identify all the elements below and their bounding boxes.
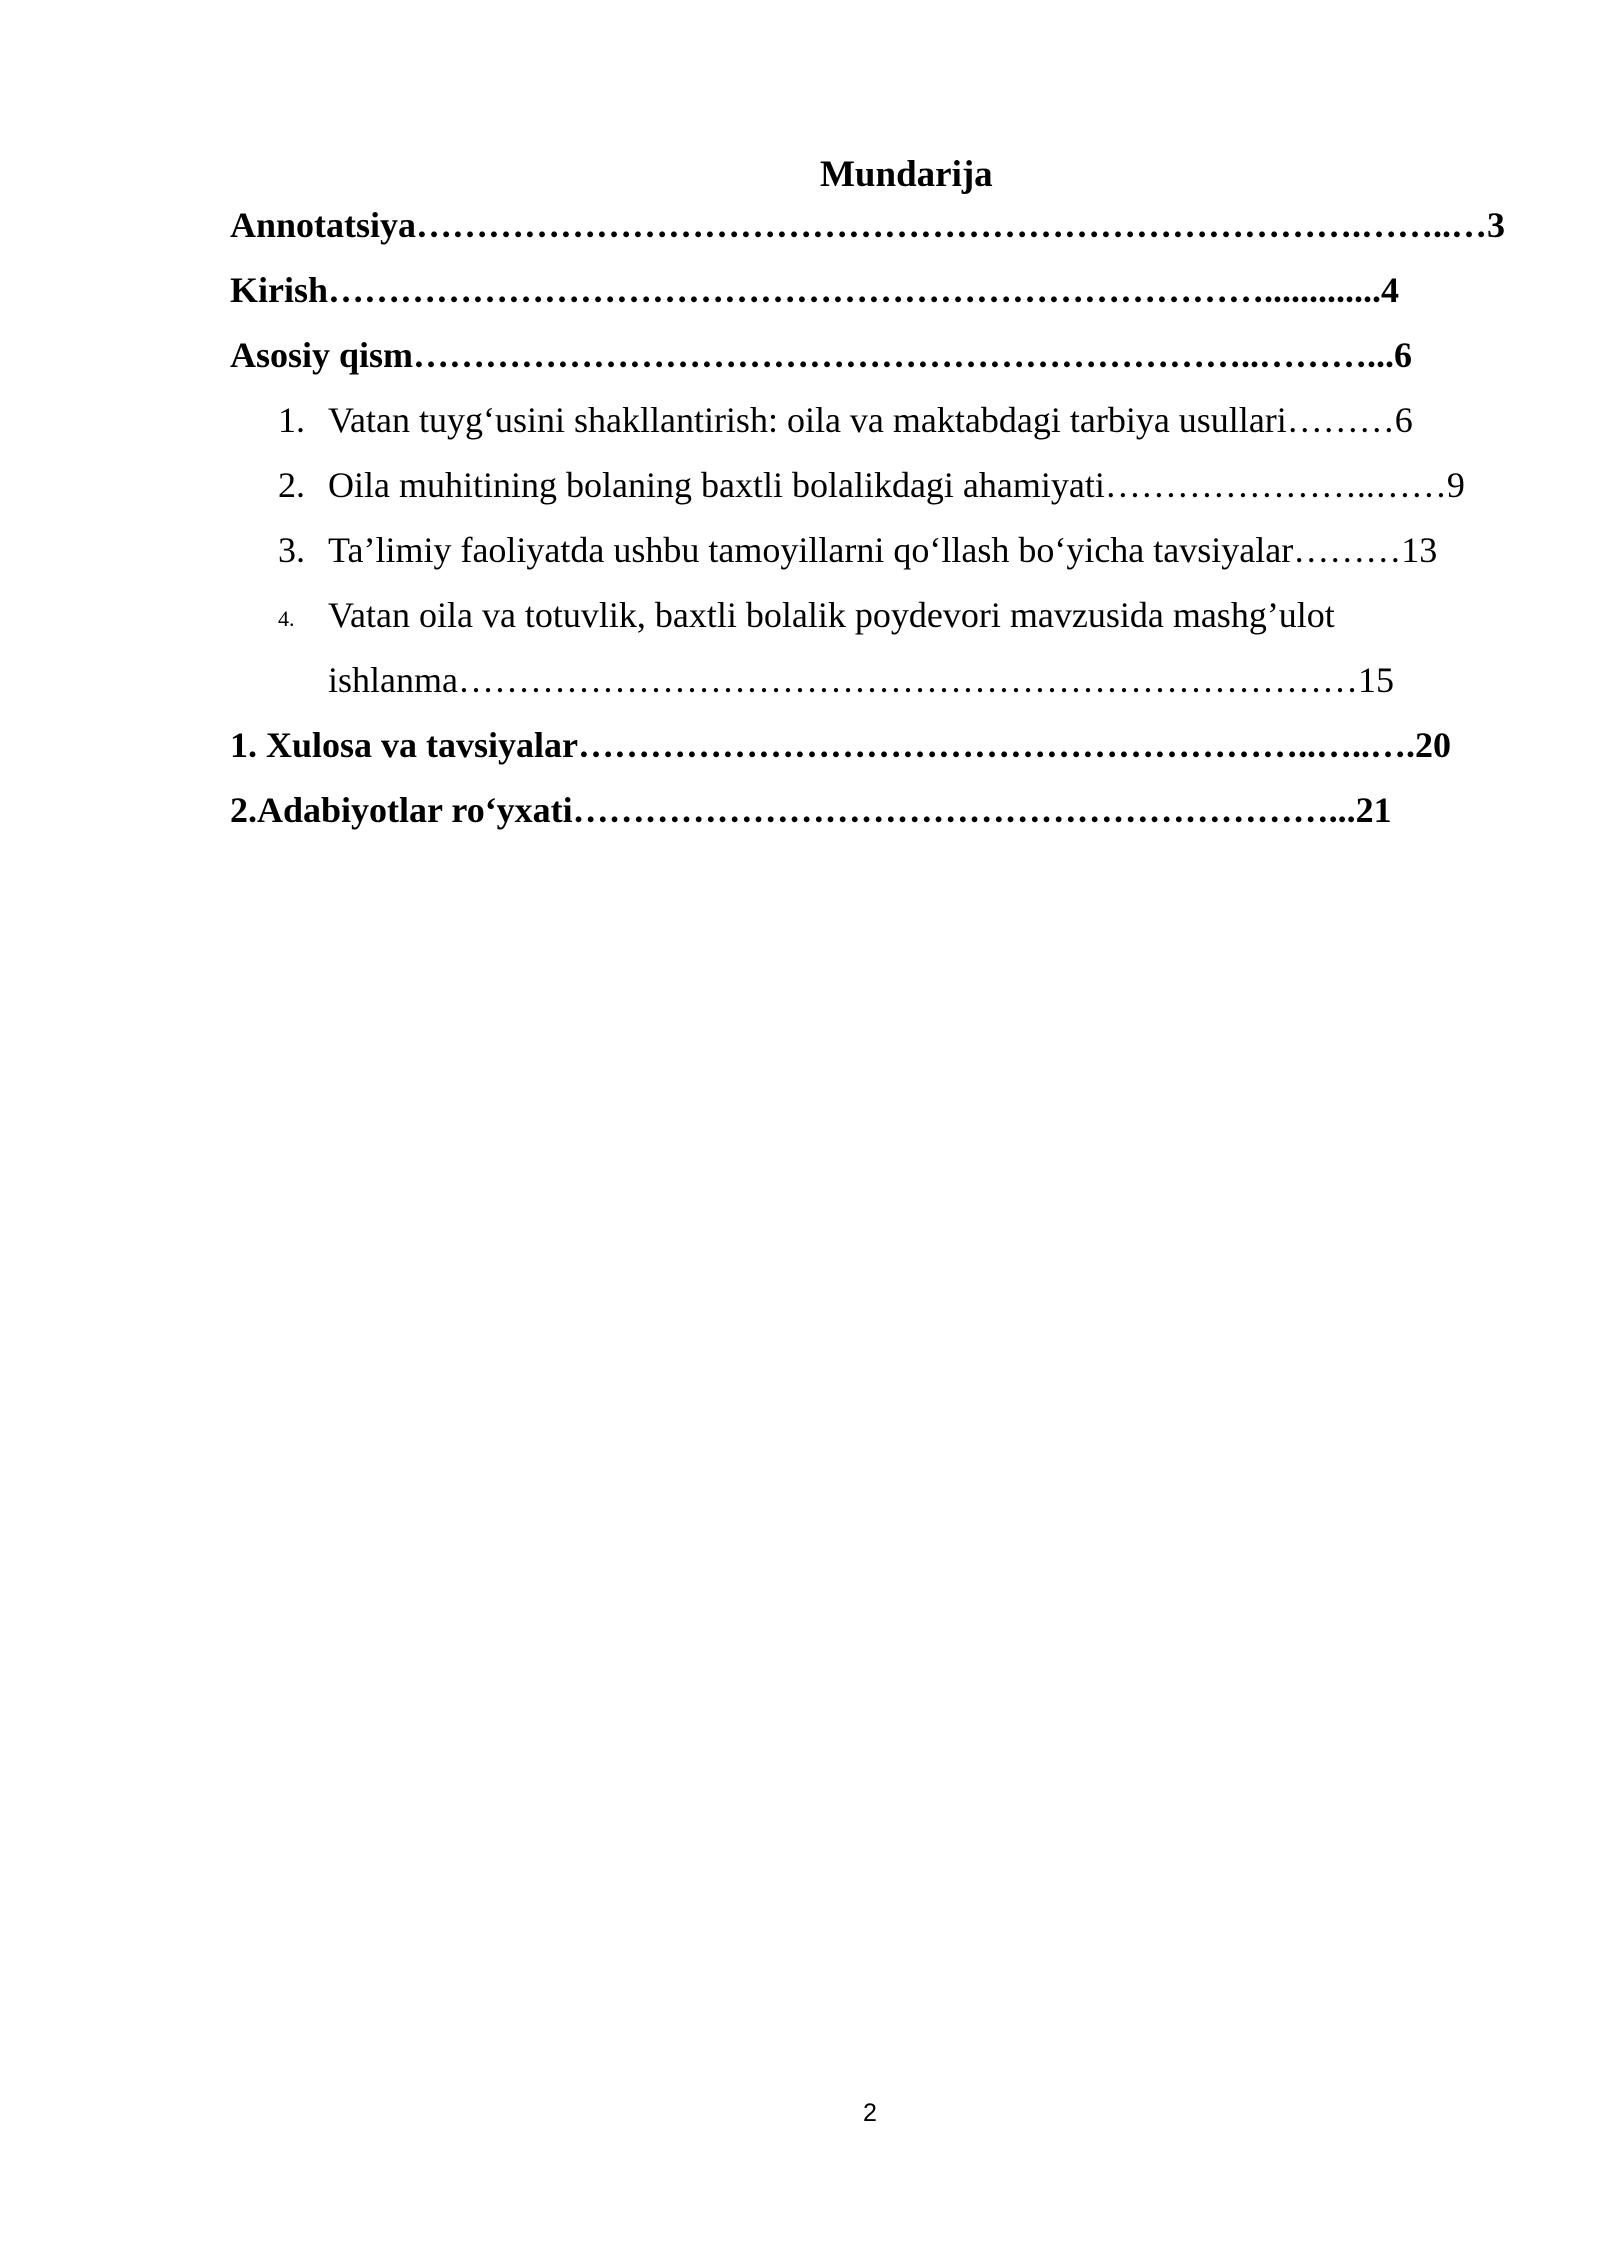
toc-subentry-1	[278, 395, 1413, 445]
toc-title: Mundarija	[820, 154, 993, 195]
toc-subentry-number: 1.	[278, 400, 305, 440]
toc-subentry-text: Ta’limiy faoliyatda ushbu tamoyillarni qo‘llash bo‘yicha tavsiyalar………13	[328, 530, 1438, 570]
toc-entry-xulosa-prefix: 1. X	[230, 725, 292, 765]
toc-entry-asosiy-qism: Asosiy qism……………………………………………………………..………...6	[230, 335, 1413, 375]
toc-subentry-4-continuation: ishlanma…………………………………………………………………15	[328, 660, 1394, 700]
toc-entry-adabiyotlar: 2.Adabiyotlar ro‘yxati………………………………………………………...21	[230, 790, 1392, 830]
toc-subentry-3	[278, 525, 1437, 575]
toc-entry-xulosa-text: ulosa va tavsiyalar……………………………………………………..…..….20	[292, 725, 1452, 765]
toc-entry-xulosa	[230, 720, 1451, 770]
toc-subentry-number: 3.	[278, 530, 305, 570]
toc-subentry-text: Vatan oila va totuvlik, baxtli bolalik poydevori mavzusida mashg’ulot	[328, 595, 1335, 635]
toc-subentry-number: 2.	[278, 465, 305, 505]
toc-subentry-number: 4.	[278, 605, 295, 631]
toc-subentry-2	[278, 460, 1465, 510]
toc-entry-kirish: Kirish…………………………………………………………………….............4	[230, 270, 1400, 310]
toc-subentry-text: Oila muhitining bolaning baxtli bolalikdagi ahamiyati…………………..……9	[328, 465, 1465, 505]
toc-subentry-4	[278, 590, 1335, 644]
toc-entry-annotatsiya: Annotatsiya…………………………………………………………………….……..…3	[230, 205, 1506, 245]
toc-subentry-text: Vatan tuyg‘usini shakllantirish: oila va maktabdagi tarbiya usullari………6	[328, 400, 1413, 440]
page-number: 2	[863, 2099, 877, 2127]
